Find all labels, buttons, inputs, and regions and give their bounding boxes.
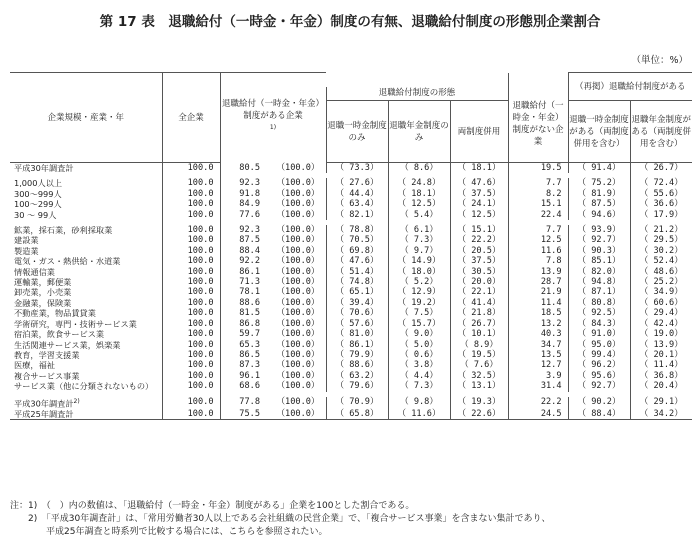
- cell-both: （ 19.5）: [450, 350, 508, 360]
- retirement-benefit-table: [10, 72, 692, 420]
- cell-both: （ 22.1）: [450, 287, 508, 297]
- cell-pension-has: （ 55.6）: [630, 189, 692, 199]
- table-row: [10, 199, 692, 209]
- cell-pension-has: （ 13.9）: [630, 340, 692, 350]
- cell-all: 100.0: [162, 371, 220, 381]
- cell-pension-has: （ 48.6）: [630, 267, 692, 277]
- cell-lump-only: （ 57.6）: [326, 319, 388, 329]
- footnote-3: 平成25年調査と時系列で比較する場合には、こちらを参照されたい。: [10, 527, 328, 537]
- cell-both: （ 47.6）: [450, 178, 508, 188]
- cell-lump-only: （ 65.8）: [326, 409, 388, 420]
- cell-lump-only: （ 74.8）: [326, 277, 388, 287]
- row-label-text: 学術研究，専門・技術サービス業: [14, 318, 137, 329]
- cell-has-pct: （100.0）: [276, 297, 320, 308]
- cell-has: 75.5: [220, 409, 266, 420]
- table-row: [10, 409, 692, 420]
- cell-pension-has: （ 11.4）: [630, 360, 692, 370]
- cell-all: 100.0: [162, 277, 220, 287]
- cell-pension-has: （ 17.9）: [630, 210, 692, 220]
- header-has-note: 1): [269, 124, 277, 132]
- cell-all: 100.0: [162, 350, 220, 360]
- cell-both: （ 20.0）: [450, 277, 508, 287]
- row-label-text: 情報通信業: [14, 266, 55, 277]
- cell-pension-only: （ 5.2）: [388, 277, 450, 287]
- row-label: [10, 287, 162, 297]
- table-row: [10, 256, 692, 266]
- header-form: 退職給付制度の形態: [326, 87, 508, 101]
- cell-pension-only: （ 3.8）: [388, 360, 450, 370]
- row-label: [10, 371, 162, 381]
- cell-both: （ 20.5）: [450, 246, 508, 256]
- cell-has: 86.1: [220, 267, 266, 277]
- table-row: [10, 267, 692, 277]
- cell-pension-has: （ 21.2）: [630, 225, 692, 235]
- row-label: [10, 256, 162, 266]
- cell-none: 13.5: [508, 350, 568, 360]
- cell-pension-only: （ 18.1）: [388, 189, 450, 199]
- cell-pension-only: （ 12.9）: [388, 287, 450, 297]
- table-row: [10, 277, 692, 287]
- row-label-text: 平成25年調査計: [14, 408, 74, 419]
- cell-has-pct: （100.0）: [276, 256, 320, 267]
- cell-all: 100.0: [162, 225, 220, 235]
- cell-lump-only: （ 51.4）: [326, 267, 388, 277]
- unit-label: （単位：%）: [631, 55, 688, 66]
- row-label-text: 電気・ガス・熱供給・水道業: [14, 256, 121, 267]
- cell-lump-has: （ 85.1）: [568, 256, 630, 266]
- cell-has: 77.8: [220, 397, 266, 409]
- cell-has-pct: （100.0）: [276, 308, 320, 319]
- row-label: [10, 308, 162, 318]
- cell-both: （ 37.5）: [450, 256, 508, 266]
- cell-pension-has: （ 60.6）: [630, 298, 692, 308]
- cell-has: 88.4: [220, 246, 266, 256]
- row-label: [10, 350, 162, 360]
- table-row: [10, 298, 692, 308]
- cell-both: （ 24.1）: [450, 199, 508, 209]
- cell-pension-has: （ 20.1）: [630, 350, 692, 360]
- cell-both: （ 7.6）: [450, 360, 508, 370]
- row-label-text: 運輸業，郵便業: [14, 277, 72, 288]
- cell-none: 7.8: [508, 256, 568, 266]
- cell-pension-only: （ 6.1）: [388, 225, 450, 235]
- row-label: [10, 340, 162, 350]
- cell-none: 19.5: [508, 163, 568, 174]
- cell-none: 12.7: [508, 360, 568, 370]
- cell-has: 84.9: [220, 199, 266, 209]
- cell-has: 77.6: [220, 210, 266, 220]
- cell-both: （ 21.8）: [450, 308, 508, 318]
- cell-none: 7.7: [508, 225, 568, 235]
- cell-pension-has: （ 36.6）: [630, 199, 692, 209]
- cell-has: 86.8: [220, 319, 266, 329]
- row-label: [10, 163, 162, 174]
- cell-lump-only: （ 39.4）: [326, 298, 388, 308]
- row-label-text: 鉱業，採石業，砂利採取業: [14, 225, 113, 236]
- cell-none: 24.5: [508, 409, 568, 420]
- cell-has-pct: （100.0）: [276, 235, 320, 246]
- cell-lump-has: （ 93.9）: [568, 225, 630, 235]
- row-label-text: 金融業，保険業: [14, 297, 72, 308]
- cell-has: 96.1: [220, 371, 266, 381]
- row-label-text: 生活関連サービス業，娯楽業: [14, 339, 121, 350]
- cell-lump-only: （ 70.6）: [326, 308, 388, 318]
- cell-none: 11.6: [508, 246, 568, 256]
- cell-pension-has: （ 36.8）: [630, 371, 692, 381]
- row-label: [10, 329, 162, 339]
- header-both: 両制度併用: [450, 101, 508, 163]
- cell-all: 100.0: [162, 199, 220, 209]
- header-row-label: 企業規模・産業・年: [10, 73, 162, 163]
- cell-lump-has: （ 90.2）: [568, 397, 630, 409]
- cell-none: 21.9: [508, 287, 568, 297]
- cell-none: 22.4: [508, 210, 568, 220]
- cell-lump-only: （ 70.9）: [326, 397, 388, 409]
- cell-all: 100.0: [162, 267, 220, 277]
- cell-pension-has: （ 26.7）: [630, 163, 692, 174]
- cell-lump-has: （ 92.7）: [568, 235, 630, 245]
- footnote-1: 注：1) （ ）内の数値は、「退職給付（一時金・年金）制度がある」企業を100とした割合である。: [10, 501, 415, 511]
- cell-has-pct: （100.0）: [276, 266, 320, 277]
- header-lump-has: 退職一時金制度がある（両制度併用を含む）: [568, 101, 630, 163]
- cell-pension-only: （ 15.7）: [388, 319, 450, 329]
- cell-pension-has: （ 42.4）: [630, 319, 692, 329]
- cell-pension-only: （ 7.3）: [388, 235, 450, 245]
- cell-lump-only: （ 70.5）: [326, 235, 388, 245]
- row-label-text: 製造業: [14, 245, 39, 256]
- cell-lump-only: （ 63.2）: [326, 371, 388, 381]
- cell-both: （ 26.7）: [450, 319, 508, 329]
- cell-none: 28.7: [508, 277, 568, 287]
- row-label-text: 平成30年調査計: [14, 163, 74, 173]
- table-row: [10, 381, 692, 391]
- cell-pension-has: （ 29.1）: [630, 397, 692, 409]
- cell-lump-has: （ 75.2）: [568, 178, 630, 188]
- cell-pension-only: （ 4.4）: [388, 371, 450, 381]
- row-label-note: 2): [73, 397, 80, 405]
- cell-pension-has: （ 20.4）: [630, 381, 692, 391]
- cell-lump-has: （ 94.6）: [568, 210, 630, 220]
- cell-pension-only: （ 9.7）: [388, 246, 450, 256]
- cell-pension-only: （ 7.3）: [388, 381, 450, 391]
- row-label-text: 医療，福祉: [14, 360, 55, 371]
- cell-has: 86.5: [220, 350, 266, 360]
- cell-both: （ 30.5）: [450, 267, 508, 277]
- cell-none: 13.9: [508, 267, 568, 277]
- cell-all: 100.0: [162, 360, 220, 370]
- cell-lump-has: （ 80.8）: [568, 298, 630, 308]
- cell-all: 100.0: [162, 235, 220, 245]
- table-row: [10, 178, 692, 188]
- cell-lump-only: （ 88.6）: [326, 360, 388, 370]
- cell-all: 100.0: [162, 256, 220, 266]
- cell-both: （ 8.9）: [450, 340, 508, 350]
- cell-pension-has: （ 30.2）: [630, 246, 692, 256]
- cell-lump-has: （ 91.0）: [568, 329, 630, 339]
- cell-pension-only: （ 9.0）: [388, 329, 450, 339]
- cell-pension-only: （ 11.6）: [388, 409, 450, 420]
- row-label: [10, 178, 162, 188]
- cell-lump-only: （ 65.1）: [326, 287, 388, 297]
- row-label: [10, 298, 162, 308]
- cell-lump-has: （ 95.0）: [568, 340, 630, 350]
- cell-both: （ 12.5）: [450, 210, 508, 220]
- cell-all: 100.0: [162, 189, 220, 199]
- table-row: [10, 340, 692, 350]
- cell-all: 100.0: [162, 340, 220, 350]
- cell-has: 59.7: [220, 329, 266, 339]
- cell-pension-only: （ 12.5）: [388, 199, 450, 209]
- cell-has: 92.3: [220, 225, 266, 235]
- cell-lump-only: （ 78.8）: [326, 225, 388, 235]
- cell-pension-has: （ 34.2）: [630, 409, 692, 420]
- cell-none: 7.7: [508, 178, 568, 188]
- cell-lump-only: （ 27.6）: [326, 178, 388, 188]
- cell-both: （ 22.6）: [450, 409, 508, 420]
- cell-none: 18.5: [508, 308, 568, 318]
- cell-has-pct: （100.0）: [276, 162, 320, 173]
- cell-has-pct: （100.0）: [276, 397, 320, 408]
- cell-has-pct: （100.0）: [276, 188, 320, 199]
- cell-pension-only: （ 24.8）: [388, 178, 450, 188]
- cell-has-pct: （100.0）: [276, 287, 320, 298]
- cell-has: 87.5: [220, 235, 266, 245]
- cell-lump-only: （ 73.3）: [326, 163, 388, 174]
- cell-has-pct: （100.0）: [276, 381, 320, 392]
- cell-has: 78.1: [220, 287, 266, 297]
- cell-has-pct: （100.0）: [276, 245, 320, 256]
- cell-all: 100.0: [162, 178, 220, 188]
- cell-lump-only: （ 79.9）: [326, 350, 388, 360]
- cell-lump-has: （ 81.9）: [568, 189, 630, 199]
- table-row: [10, 210, 692, 220]
- table-title: 第 17 表 退職給付（一時金・年金）制度の有無、退職給付制度の形態別企業割合: [99, 14, 601, 30]
- table-row: [10, 350, 692, 360]
- cell-has-pct: （100.0）: [276, 360, 320, 371]
- header-pension-has: 退職年金制度がある（両制度併用を含む）: [630, 101, 692, 163]
- cell-all: 100.0: [162, 298, 220, 308]
- cell-pension-has: （ 25.2）: [630, 277, 692, 287]
- cell-none: 11.4: [508, 298, 568, 308]
- cell-both: （ 18.1）: [450, 163, 508, 174]
- cell-has: 80.5: [220, 163, 266, 174]
- row-label: [10, 397, 162, 409]
- cell-lump-has: （ 92.5）: [568, 308, 630, 318]
- cell-has-pct: （100.0）: [276, 225, 320, 236]
- cell-lump-has: （ 91.4）: [568, 163, 630, 174]
- table-row: [10, 225, 692, 235]
- cell-lump-has: （ 84.3）: [568, 319, 630, 329]
- row-label-text: 卸売業，小売業: [14, 287, 72, 298]
- cell-lump-has: （ 94.8）: [568, 277, 630, 287]
- cell-lump-has: （ 99.4）: [568, 350, 630, 360]
- row-label-text: 300～999人: [14, 188, 62, 199]
- cell-has-pct: （100.0）: [276, 329, 320, 340]
- footnotes: [10, 500, 550, 539]
- cell-lump-has: （ 87.5）: [568, 199, 630, 209]
- cell-pension-only: （ 19.2）: [388, 298, 450, 308]
- row-label: [10, 225, 162, 235]
- table-row: [10, 360, 692, 370]
- table-row: [10, 319, 692, 329]
- cell-lump-has: （ 87.1）: [568, 287, 630, 297]
- cell-all: 100.0: [162, 409, 220, 420]
- cell-has: 65.3: [220, 340, 266, 350]
- cell-lump-only: （ 63.4）: [326, 199, 388, 209]
- header-sub-title: （再掲）退職給付制度がある: [568, 73, 692, 101]
- table-row: [10, 163, 692, 174]
- row-label: [10, 199, 162, 209]
- cell-has-pct: （100.0）: [276, 349, 320, 360]
- cell-has: 91.8: [220, 189, 266, 199]
- cell-has-pct: （100.0）: [276, 209, 320, 220]
- cell-pension-has: （ 19.0）: [630, 329, 692, 339]
- row-label: [10, 210, 162, 220]
- cell-pension-only: （ 5.0）: [388, 340, 450, 350]
- cell-lump-only: （ 47.6）: [326, 256, 388, 266]
- cell-lump-only: （ 69.8）: [326, 246, 388, 256]
- cell-all: 100.0: [162, 381, 220, 391]
- cell-has-pct: （100.0）: [276, 199, 320, 210]
- header-all: 全企業: [162, 73, 220, 163]
- cell-pension-only: （ 14.9）: [388, 256, 450, 266]
- cell-lump-only: （ 82.1）: [326, 210, 388, 220]
- row-label-text: 宿泊業，飲食サービス業: [14, 329, 105, 340]
- cell-has-pct: （100.0）: [266, 409, 326, 420]
- row-label-text: 建設業: [14, 235, 39, 246]
- cell-both: （ 41.4）: [450, 298, 508, 308]
- cell-lump-has: （ 95.6）: [568, 371, 630, 381]
- cell-has: 87.3: [220, 360, 266, 370]
- row-label: [10, 409, 162, 420]
- cell-all: 100.0: [162, 287, 220, 297]
- header-has: [220, 73, 326, 163]
- cell-all: 100.0: [162, 163, 220, 174]
- cell-lump-only: （ 79.6）: [326, 381, 388, 391]
- cell-lump-has: （ 96.2）: [568, 360, 630, 370]
- row-label-text: 教育，学習支援業: [14, 349, 80, 360]
- cell-none: 34.7: [508, 340, 568, 350]
- cell-pension-only: （ 5.4）: [388, 210, 450, 220]
- table-row: [10, 329, 692, 339]
- row-label: [10, 235, 162, 245]
- row-label-text: 100～299人: [14, 199, 62, 210]
- cell-pension-only: （ 7.5）: [388, 308, 450, 318]
- cell-has: 92.2: [220, 256, 266, 266]
- cell-pension-only: （ 18.0）: [388, 267, 450, 277]
- cell-both: （ 22.2）: [450, 235, 508, 245]
- cell-both: （ 19.3）: [450, 397, 508, 409]
- cell-none: 12.5: [508, 235, 568, 245]
- cell-has-pct: （100.0）: [276, 339, 320, 350]
- cell-none: 31.4: [508, 381, 568, 391]
- row-label: [10, 267, 162, 277]
- cell-both: （ 15.1）: [450, 225, 508, 235]
- cell-all: 100.0: [162, 329, 220, 339]
- row-label: [10, 381, 162, 391]
- cell-none: 3.9: [508, 371, 568, 381]
- table-row: [10, 397, 692, 409]
- cell-both: （ 10.1）: [450, 329, 508, 339]
- cell-lump-only: （ 81.0）: [326, 329, 388, 339]
- cell-pension-has: （ 72.4）: [630, 178, 692, 188]
- row-label-text: 不動産業，物品賃貸業: [14, 308, 96, 319]
- cell-has: 81.5: [220, 308, 266, 318]
- cell-all: 100.0: [162, 246, 220, 256]
- cell-lump-has: （ 92.7）: [568, 381, 630, 391]
- header-lump-only: 退職一時金制度のみ: [326, 101, 388, 163]
- cell-all: 100.0: [162, 319, 220, 329]
- cell-has: 88.6: [220, 298, 266, 308]
- cell-pension-only: （ 8.6）: [388, 163, 450, 174]
- row-label: [10, 246, 162, 256]
- table-row: [10, 287, 692, 297]
- cell-has-pct: （100.0）: [276, 277, 320, 288]
- table-row: [10, 308, 692, 318]
- row-label: [10, 360, 162, 370]
- cell-lump-has: （ 90.3）: [568, 246, 630, 256]
- cell-lump-has: （ 82.0）: [568, 267, 630, 277]
- cell-lump-only: （ 44.4）: [326, 189, 388, 199]
- cell-none: 22.2: [508, 397, 568, 409]
- cell-none: 8.2: [508, 189, 568, 199]
- cell-all: 100.0: [162, 308, 220, 318]
- row-label: [10, 277, 162, 287]
- footnote-2: 2) 「平成30年調査計」は、「常用労働者30人以上である会社組織の民営企業」で、「複合サービス事業」を含まない集計であり、: [10, 514, 551, 524]
- row-label-text: 平成30年調査計: [14, 398, 74, 409]
- cell-pension-has: （ 29.5）: [630, 235, 692, 245]
- cell-none: 40.3: [508, 329, 568, 339]
- cell-pension-has: （ 29.4）: [630, 308, 692, 318]
- cell-has: 92.3: [220, 178, 266, 188]
- cell-has-pct: （100.0）: [276, 370, 320, 381]
- table-row: [10, 235, 692, 245]
- cell-pension-has: （ 52.4）: [630, 256, 692, 266]
- cell-none: 15.1: [508, 199, 568, 209]
- row-label-text: 30 ～ 99人: [14, 209, 57, 220]
- row-label-text: サービス業（他に分類されないもの）: [14, 381, 154, 392]
- header-pension-only: 退職年金制度のみ: [388, 101, 450, 163]
- cell-all: 100.0: [162, 210, 220, 220]
- table-row: [10, 371, 692, 381]
- cell-has: 71.3: [220, 277, 266, 287]
- row-label: [10, 319, 162, 329]
- row-label-text: 複合サービス事業: [14, 370, 80, 381]
- cell-lump-has: （ 88.4）: [568, 409, 630, 420]
- cell-both: （ 32.5）: [450, 371, 508, 381]
- cell-pension-only: （ 0.6）: [388, 350, 450, 360]
- table-body: [10, 163, 692, 420]
- cell-both: （ 13.1）: [450, 381, 508, 391]
- header-has-label: 退職給付（一時金・年金）制度がある企業: [222, 99, 325, 122]
- row-label-text: 1,000人以上: [14, 178, 63, 189]
- cell-pension-only: （ 9.8）: [388, 397, 450, 409]
- cell-has-pct: （100.0）: [276, 318, 320, 329]
- cell-pension-has: （ 34.9）: [630, 287, 692, 297]
- row-label: [10, 189, 162, 199]
- cell-all: 100.0: [162, 397, 220, 409]
- cell-lump-only: （ 86.1）: [326, 340, 388, 350]
- cell-has: 68.6: [220, 381, 266, 391]
- table-row: [10, 189, 692, 199]
- cell-none: 13.2: [508, 319, 568, 329]
- cell-has-pct: （100.0）: [276, 178, 320, 189]
- table-row: [10, 246, 692, 256]
- cell-both: （ 37.5）: [450, 189, 508, 199]
- header-none: 退職給付（一時金・年金）制度がない企業: [508, 87, 568, 163]
